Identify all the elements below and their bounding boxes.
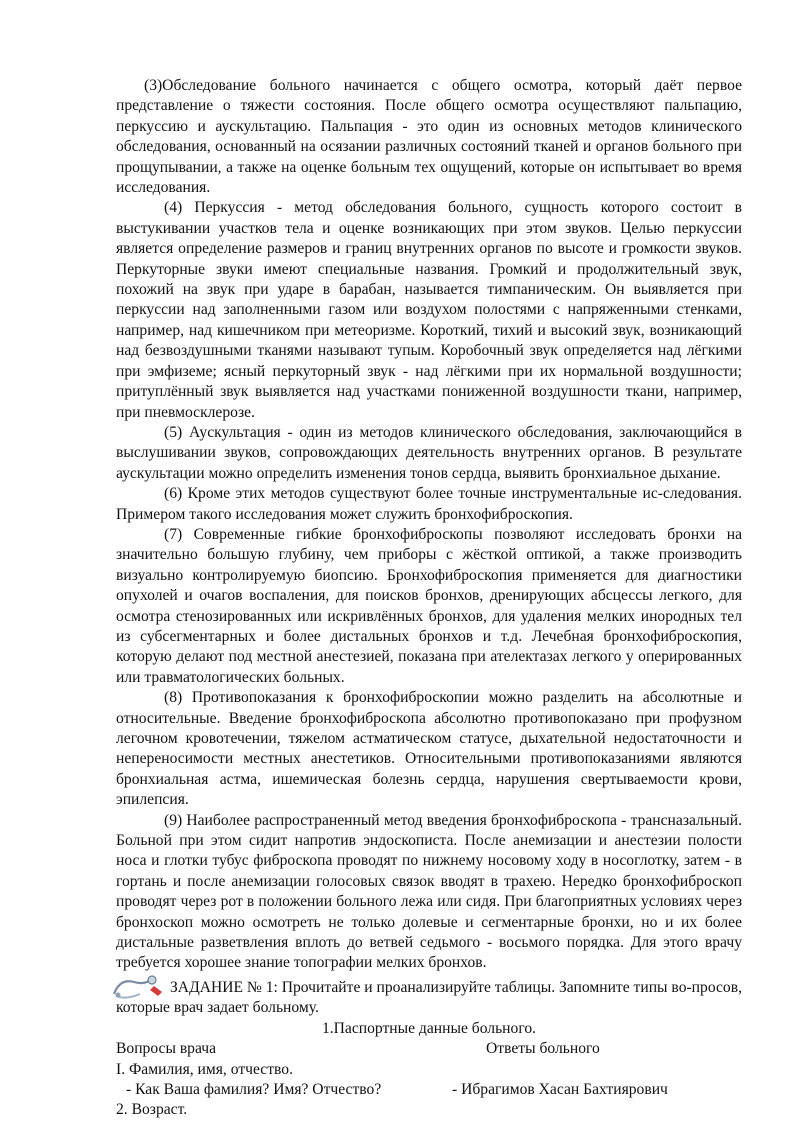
task-text: ЗАДАНИЕ № 1: Прочитайте и проанализируйте таблицы. Запомните типы во-просов, которые врач задает больному. bbox=[116, 978, 742, 1017]
patient-answer: - Ибрагимов Хасан Бахтиярович bbox=[452, 1080, 668, 1098]
paragraph-5: (5) Аускультация - один из методов клинического обследования, заключающийся в выслушивании звуков, сопровождающих деятельность внутренних органов. В результате аускультации можно определить изменения тонов сердца, выявить бронхиальное дыхание. bbox=[116, 423, 742, 482]
table-title: 1.Паспортные данные больного. bbox=[321, 1019, 537, 1037]
section-age: 2. Возраст. bbox=[116, 1101, 188, 1119]
table-row bbox=[116, 1080, 742, 1100]
section-full-name: I. Фамилия, имя, отчество. bbox=[116, 1060, 293, 1078]
doctor-questions-header: Вопросы врача bbox=[116, 1040, 217, 1058]
paragraph-3: (3)Обследование больного начинается с общего осмотра, который даёт первое представление о тяжести состояния. После общего осмотра осуществляют пальпацию, перкуссию и аускультацию. Пальпация - это один из основных методов клинического обследования, основанный на осязании различных состояний тканей и органов больного при прощупывании, а также на оценке больным тех ощущений, которые он испытывает во время исследования. bbox=[116, 77, 742, 197]
paragraph-4: (4) Перкуссия - метод обследования больного, сущность которого состоит в выстукивании участков тела и оценке возникающих при этом звуков. Целью перкуссии является определение размеров и границ внутренних органов по высоте и громкости звуков. Перкуторные звуки имеют специальные названия. Громкий и продолжительный звук, похожий на звук при ударе в барабан, называется тимпаническим. Он выявляется при перкуссии над заполненными газом или воздухом полостями с напряженными стенками, например, над кишечником при метеоризме. Короткий, тихий и высокий звук, возникающий над безвоздушными тканями называют тупым. Коробочный звук определяется над лёгкими при эмфиземе; ясный перкуторный звук - над лёгкими при их нормальной воздушности; притуплённый звук выявляется над участками пониженной воздушности ткани, например, при пневмосклерозе. bbox=[116, 199, 742, 421]
document-page bbox=[116, 76, 742, 1121]
stethoscope-icon bbox=[110, 972, 168, 1002]
paragraph-7: (7) Современные гибкие бронхофиброскопы позволяют исследовать бронхи на значительно большую глубину, чем приборы с жёсткой оптикой, а также производить визуально контролируемую биопсию. Бронхофиброскопия применяется для диагностики опухолей и очагов воспаления, для поисков бронхов, дренирующих абсцессы легкого, для осмотра стенозированных или искривлённых бронхов, для удаления мелких инородных тел из субсегментарных и более дистальных бронхов и т.д. Лечебная бронхофиброскопия, которую делают под местной анестезией, показана при ателектазах легкого у оперированных или травматологических больных. bbox=[116, 525, 742, 686]
table-header bbox=[116, 1039, 742, 1059]
paragraph-6: (6) Кроме этих методов существуют более точные инструментальные ис-следования. Примером такого исследования может служить бронхофиброскопия. bbox=[116, 485, 742, 523]
task-instruction bbox=[116, 978, 742, 1019]
doctor-question: - Как Ваша фамилия? Имя? Отчество? bbox=[126, 1080, 382, 1098]
patient-answers-header: Ответы больного bbox=[486, 1040, 600, 1058]
paragraph-8: (8) Противопоказания к бронхофиброскопии можно разделить на абсолютные и относительные. Введение бронхофиброскопа абсолютно противопоказано при профузном легочном кровотечении, тяжелом астматическом статусе, дыхательной недостаточности и непереносимости местных анестетиков. Относительными противопоказаниями являются бронхиальная астма, ишемическая болезнь сердца, нарушения свертываемости крови, эпилепсия. bbox=[116, 689, 742, 809]
paragraph-9: (9) Наиболее распространенный метод введения бронхофиброскопа - трансназальный. Больной при этом сидит напротив эндоскописта. После анемизации и анестезии полости носа и глотки тубус фиброскопа проводят по нижнему носовому ходу в носоглотку, затем - в гортань и после анемизации голосовых связок вводят в трахею. Нередко бронхофиброскоп проводят через рот в положении больного лежа или сидя. При благоприятных условиях через бронхоскоп можно осмотреть не только долевые и сегментарные бронхи, но и их более дистальные разветвления вплоть до ветвей седьмого - восьмого порядка. Для этого врачу требуется хорошее знание топографии мелких бронхов. bbox=[116, 811, 742, 972]
